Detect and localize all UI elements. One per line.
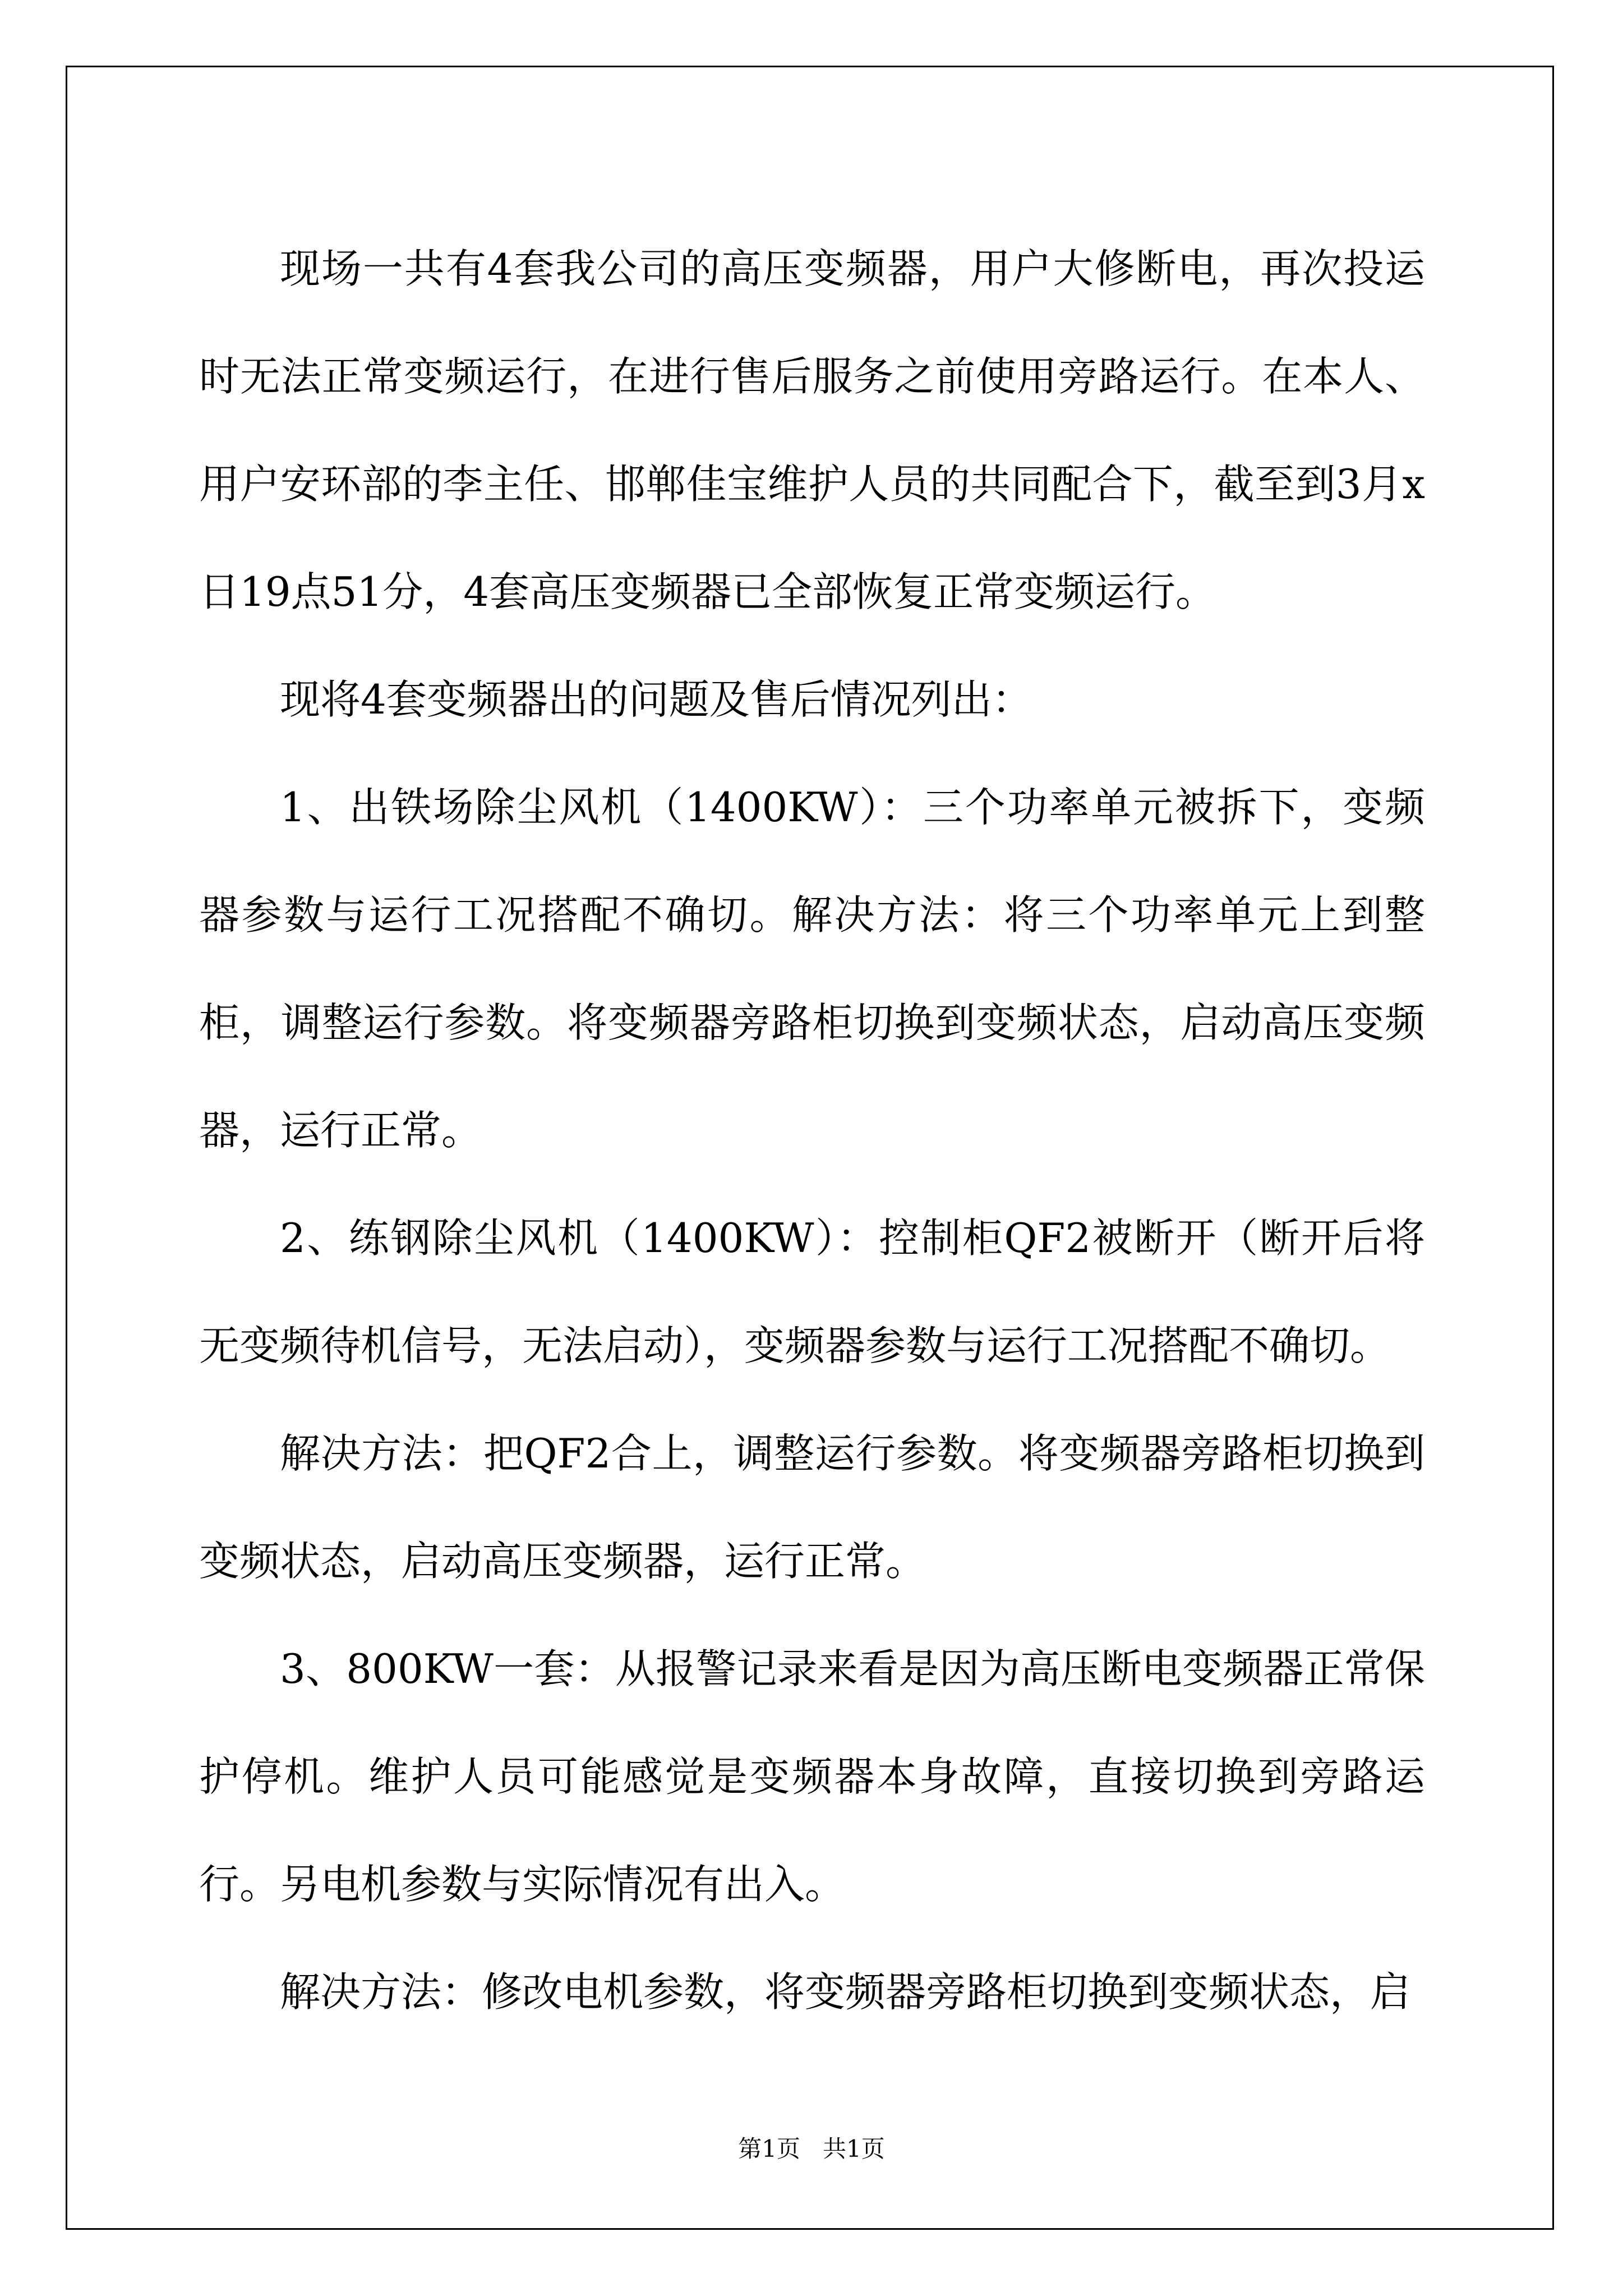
document-body <box>199 215 1425 2046</box>
paragraph-4: 2、练钢除尘风机（1400KW）：控制柜QF2被断开（断开后将无变频待机信号，无法启动），变频器参数与运行工况搭配不确切。 <box>199 1214 1425 1369</box>
paragraph-1: 现场一共有4套我公司的高压变频器，用户大修断电，再次投运时无法正常变频运行，在进行售后服务之前使用旁路运行。在本人、用户安环部的李主任、邯郸佳宝维护人员的共同配合下，截至到3月x日19点51分，4套高压变频器已全部恢复正常变频运行。 <box>199 245 1425 615</box>
page-number-footer: 第1页 共1页 <box>738 2135 885 2162</box>
paragraph-7: 解决方法：修改电机参数，将变频器旁路柜切换到变频状态，启 <box>280 1968 1411 2016</box>
paragraph-3: 1、出铁场除尘风机（1400KW）：三个功率单元被拆下，变频器参数与运行工况搭配不确切。解决方法：将三个功率单元上到整柜，调整运行参数。将变频器旁路柜切换到变频状态，启动高压变频器，运行正常。 <box>199 784 1425 1154</box>
paragraph-5: 解决方法：把QF2合上，调整运行参数。将变频器旁路柜切换到变频状态，启动高压变频器，运行正常。 <box>199 1430 1425 1585</box>
paragraph-2: 现将4套变频器出的问题及售后情况列出： <box>280 676 1032 723</box>
paragraph-6: 3、800KW一套：从报警记录来看是因为高压断电变频器正常保护停机。维护人员可能感觉是变频器本身故障，直接切换到旁路运行。另电机参数与实际情况有出入。 <box>199 1645 1425 1908</box>
